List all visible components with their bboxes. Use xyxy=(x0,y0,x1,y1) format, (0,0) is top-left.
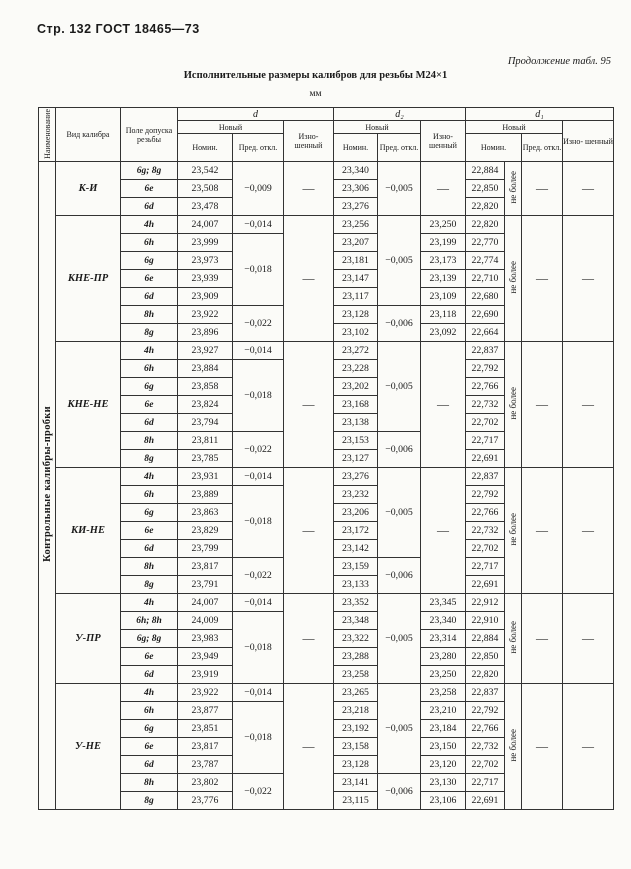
d-nominal: 23,478 xyxy=(178,198,233,216)
d1-not-more xyxy=(505,594,522,684)
d-nominal: 23,811 xyxy=(178,432,233,450)
d2-nominal: 23,115 xyxy=(334,792,378,810)
d2-nominal: 23,117 xyxy=(334,288,378,306)
d-nominal: 23,829 xyxy=(178,522,233,540)
d1-nominal: 22,820 xyxy=(466,198,505,216)
col-header-d1: d₁ xyxy=(466,108,614,121)
d2-nominal: 23,202 xyxy=(334,378,378,396)
d1-nominal: 22,732 xyxy=(466,396,505,414)
table-row xyxy=(39,342,614,360)
d2-tolerance: −0,005 xyxy=(378,468,421,558)
d2-worn: 23,250 xyxy=(421,216,466,234)
d2-nominal: 23,232 xyxy=(334,486,378,504)
d1-nominal: 22,717 xyxy=(466,432,505,450)
d-worn: — xyxy=(284,594,334,684)
d2-worn: 23,150 xyxy=(421,738,466,756)
tolerance-field: 6h xyxy=(121,360,178,378)
col-header-d2: d₂ xyxy=(334,108,466,121)
table-title: Исполнительные размеры калибров для резьбы М24×1 xyxy=(183,70,448,81)
d1-nominal: 22,732 xyxy=(466,738,505,756)
d-tolerance: −0,018 xyxy=(233,702,284,774)
d-nominal: 23,787 xyxy=(178,756,233,774)
group-label-text: Контрольные калибры-пробки xyxy=(41,406,53,562)
d-nom-header: Номин. xyxy=(178,134,233,162)
d-nominal: 23,785 xyxy=(178,450,233,468)
d-worn-header: Изно- шенный xyxy=(284,121,334,162)
not-more-text: не более xyxy=(508,512,518,546)
d1-nominal: 22,691 xyxy=(466,576,505,594)
d2-tolerance: −0,006 xyxy=(378,432,421,468)
d-tolerance: −0,014 xyxy=(233,594,284,612)
gauge-kind: У-НЕ xyxy=(56,684,121,810)
d1-nominal: 22,732 xyxy=(466,522,505,540)
d2-worn: 23,210 xyxy=(421,702,466,720)
d-tolerance: −0,018 xyxy=(233,486,284,558)
d-nominal: 23,919 xyxy=(178,666,233,684)
d1-nom-header: Номин. xyxy=(466,134,522,162)
d2-nominal: 23,159 xyxy=(334,558,378,576)
d1-new-header: Новый xyxy=(466,121,563,134)
d-tolerance: −0,022 xyxy=(233,774,284,810)
d1-tolerance: — xyxy=(522,342,563,468)
d2-nominal: 23,272 xyxy=(334,342,378,360)
d-tolerance: −0,014 xyxy=(233,216,284,234)
d2-worn: 23,120 xyxy=(421,756,466,774)
d-nominal: 23,896 xyxy=(178,324,233,342)
d-tolerance: −0,009 xyxy=(233,162,284,216)
d-nominal: 24,009 xyxy=(178,612,233,630)
d2-tolerance: −0,006 xyxy=(378,306,421,342)
d1-nominal: 22,792 xyxy=(466,486,505,504)
d-tolerance: −0,022 xyxy=(233,558,284,594)
not-more-text: не более xyxy=(508,728,518,762)
d-nominal: 23,939 xyxy=(178,270,233,288)
d-nominal: 23,931 xyxy=(178,468,233,486)
tolerance-field: 6d xyxy=(121,756,178,774)
d1-nominal: 22,770 xyxy=(466,234,505,252)
d-nominal: 23,799 xyxy=(178,540,233,558)
d1-not-more xyxy=(505,684,522,810)
d2-tolerance: −0,006 xyxy=(378,558,421,594)
tolerance-field: 6e xyxy=(121,648,178,666)
d1-nominal: 22,717 xyxy=(466,558,505,576)
tolerance-field: 4h xyxy=(121,342,178,360)
tolerance-field: 6d xyxy=(121,288,178,306)
d-worn: — xyxy=(284,468,334,594)
d-nominal: 23,802 xyxy=(178,774,233,792)
d-nominal: 23,794 xyxy=(178,414,233,432)
d2-worn: 23,109 xyxy=(421,288,466,306)
table-row xyxy=(39,162,614,180)
not-more-text: не более xyxy=(508,260,518,294)
d2-nominal: 23,153 xyxy=(334,432,378,450)
d1-tolerance: — xyxy=(522,594,563,684)
d2-nominal: 23,276 xyxy=(334,198,378,216)
d-tolerance: −0,014 xyxy=(233,468,284,486)
d-nominal: 23,508 xyxy=(178,180,233,198)
tolerance-field: 8h xyxy=(121,774,178,792)
d2-worn: 23,130 xyxy=(421,774,466,792)
d-nominal: 23,791 xyxy=(178,576,233,594)
d-nominal: 23,999 xyxy=(178,234,233,252)
d1-not-more xyxy=(505,216,522,342)
tolerance-field: 6g; 8g xyxy=(121,630,178,648)
d2-nominal: 23,228 xyxy=(334,360,378,378)
d1-worn: — xyxy=(563,342,614,468)
d2-nominal: 23,348 xyxy=(334,612,378,630)
col-header-name: Наименование xyxy=(39,108,56,162)
tolerance-field: 4h xyxy=(121,594,178,612)
d2-nominal: 23,265 xyxy=(334,684,378,702)
d2-tolerance: −0,005 xyxy=(378,342,421,432)
d1-nominal: 22,691 xyxy=(466,450,505,468)
tolerance-field: 6d xyxy=(121,540,178,558)
gauge-kind: КНЕ-ПР xyxy=(56,216,121,342)
d1-nominal: 22,792 xyxy=(466,702,505,720)
d2-worn: 23,139 xyxy=(421,270,466,288)
continuation-note: Продолжение табл. 95 xyxy=(507,56,611,67)
d2-worn-header: Изно- шенный xyxy=(421,121,466,162)
not-more-text: не более xyxy=(508,386,518,420)
d-nominal: 23,889 xyxy=(178,486,233,504)
d-tolerance: −0,014 xyxy=(233,684,284,702)
d2-nominal: 23,158 xyxy=(334,738,378,756)
d1-nominal: 22,910 xyxy=(466,612,505,630)
d-tolerance: −0,018 xyxy=(233,234,284,306)
d2-worn: 23,314 xyxy=(421,630,466,648)
d2-nominal: 23,218 xyxy=(334,702,378,720)
d2-nominal: 23,258 xyxy=(334,666,378,684)
d-nominal: 23,776 xyxy=(178,792,233,810)
d2-nominal: 23,128 xyxy=(334,756,378,774)
d1-nominal: 22,774 xyxy=(466,252,505,270)
d1-tolerance: — xyxy=(522,684,563,810)
d-nominal: 23,817 xyxy=(178,738,233,756)
d2-worn: 23,345 xyxy=(421,594,466,612)
group-label xyxy=(39,162,56,810)
d2-nominal: 23,147 xyxy=(334,270,378,288)
d-tolerance: −0,018 xyxy=(233,612,284,684)
d-worn: — xyxy=(284,216,334,342)
col-header-d: d xyxy=(178,108,334,121)
d1-nominal: 22,710 xyxy=(466,270,505,288)
d2-nominal: 23,352 xyxy=(334,594,378,612)
gauge-kind: КНЕ-НЕ xyxy=(56,342,121,468)
d-nominal: 23,824 xyxy=(178,396,233,414)
tolerance-field: 6e xyxy=(121,270,178,288)
tolerance-field: 8h xyxy=(121,558,178,576)
d1-not-more xyxy=(505,342,522,468)
d2-nominal: 23,141 xyxy=(334,774,378,792)
d-nominal: 23,877 xyxy=(178,702,233,720)
d-nominal: 23,858 xyxy=(178,378,233,396)
tolerance-field: 6h xyxy=(121,486,178,504)
d-new-header: Новый xyxy=(178,121,284,134)
tolerance-field: 8g xyxy=(121,450,178,468)
d-nominal: 23,851 xyxy=(178,720,233,738)
table-row xyxy=(39,216,614,234)
gauge-kind: КИ-НЕ xyxy=(56,468,121,594)
d-nominal: 23,949 xyxy=(178,648,233,666)
d2-nom-header: Номин. xyxy=(334,134,378,162)
d1-nominal: 22,837 xyxy=(466,468,505,486)
gauge-kind: У-ПР xyxy=(56,594,121,684)
tolerance-field: 6g xyxy=(121,504,178,522)
d1-tolerance: — xyxy=(522,468,563,594)
d2-tol-header: Пред. откл. xyxy=(378,134,421,162)
d1-tolerance: — xyxy=(522,162,563,216)
tolerance-field: 6e xyxy=(121,738,178,756)
d1-nominal: 22,680 xyxy=(466,288,505,306)
d1-worn: — xyxy=(563,162,614,216)
tolerance-field: 4h xyxy=(121,216,178,234)
col-header-kind: Вид калибра xyxy=(56,108,121,162)
tolerance-field: 6e xyxy=(121,522,178,540)
table-row xyxy=(39,468,614,486)
tolerance-field: 8h xyxy=(121,306,178,324)
tolerance-field: 6d xyxy=(121,198,178,216)
d2-new-header: Новый xyxy=(334,121,421,134)
d1-nominal: 22,702 xyxy=(466,414,505,432)
tolerance-field: 4h xyxy=(121,468,178,486)
d2-worn: 23,199 xyxy=(421,234,466,252)
d2-nominal: 23,168 xyxy=(334,396,378,414)
d-tolerance: −0,018 xyxy=(233,360,284,432)
d2-nominal: 23,322 xyxy=(334,630,378,648)
d2-nominal: 23,181 xyxy=(334,252,378,270)
d1-nominal: 22,766 xyxy=(466,378,505,396)
d1-worn: — xyxy=(563,468,614,594)
d-tol-header: Пред. откл. xyxy=(233,134,284,162)
d2-worn: 23,340 xyxy=(421,612,466,630)
d2-nominal: 23,340 xyxy=(334,162,378,180)
d1-nominal: 22,690 xyxy=(466,306,505,324)
d2-worn: 23,258 xyxy=(421,684,466,702)
d-nominal: 24,007 xyxy=(178,216,233,234)
d1-worn-header: Изно- шенный xyxy=(563,121,614,162)
d2-tolerance: −0,005 xyxy=(378,594,421,684)
d2-worn: — xyxy=(421,468,466,594)
d2-worn: — xyxy=(421,342,466,468)
unit-label: мм xyxy=(309,89,322,99)
tolerance-field: 6g xyxy=(121,252,178,270)
not-more-text: не более xyxy=(508,170,518,204)
d-worn: — xyxy=(284,342,334,468)
tolerance-field: 8g xyxy=(121,792,178,810)
tolerance-field: 8h xyxy=(121,432,178,450)
d-nominal: 24,007 xyxy=(178,594,233,612)
d1-not-more xyxy=(505,162,522,216)
d-nominal: 23,922 xyxy=(178,684,233,702)
d1-nominal: 22,850 xyxy=(466,648,505,666)
d-worn: — xyxy=(284,162,334,216)
tolerance-field: 6e xyxy=(121,180,178,198)
d1-worn: — xyxy=(563,594,614,684)
tolerance-field: 6g xyxy=(121,378,178,396)
d2-nominal: 23,206 xyxy=(334,504,378,522)
d2-nominal: 23,192 xyxy=(334,720,378,738)
d1-nominal: 22,884 xyxy=(466,630,505,648)
gauge-kind: К-И xyxy=(56,162,121,216)
d-nominal: 23,884 xyxy=(178,360,233,378)
d1-worn: — xyxy=(563,684,614,810)
d-nominal: 23,983 xyxy=(178,630,233,648)
col-header-field: Поле допуска резьбы xyxy=(121,108,178,162)
d1-nominal: 22,850 xyxy=(466,180,505,198)
d1-nominal: 22,820 xyxy=(466,216,505,234)
not-more-text: не более xyxy=(508,620,518,654)
d-nominal: 23,863 xyxy=(178,504,233,522)
d2-worn: — xyxy=(421,162,466,216)
d2-nominal: 23,138 xyxy=(334,414,378,432)
d-nominal: 23,927 xyxy=(178,342,233,360)
d-worn: — xyxy=(284,684,334,810)
d1-worn: — xyxy=(563,216,614,342)
tolerance-field: 6h xyxy=(121,702,178,720)
d2-nominal: 23,256 xyxy=(334,216,378,234)
d2-worn: 23,118 xyxy=(421,306,466,324)
d2-nominal: 23,128 xyxy=(334,306,378,324)
tolerance-field: 6h; 8h xyxy=(121,612,178,630)
tolerance-field: 8g xyxy=(121,324,178,342)
d2-worn: 23,106 xyxy=(421,792,466,810)
d1-nominal: 22,766 xyxy=(466,720,505,738)
tolerance-field: 6d xyxy=(121,666,178,684)
d2-tolerance: −0,005 xyxy=(378,162,421,216)
d-nominal: 23,909 xyxy=(178,288,233,306)
tolerance-field: 6g; 8g xyxy=(121,162,178,180)
d2-nominal: 23,133 xyxy=(334,576,378,594)
page-header: Стр. 132 ГОСТ 18465—73 xyxy=(37,22,200,36)
d2-worn: 23,092 xyxy=(421,324,466,342)
d2-tolerance: −0,005 xyxy=(378,216,421,306)
d1-nominal: 22,837 xyxy=(466,684,505,702)
d1-nominal: 22,717 xyxy=(466,774,505,792)
d1-nominal: 22,820 xyxy=(466,666,505,684)
d2-nominal: 23,306 xyxy=(334,180,378,198)
tolerance-field: 6h xyxy=(121,234,178,252)
d2-nominal: 23,288 xyxy=(334,648,378,666)
table-row xyxy=(39,684,614,702)
d-tolerance: −0,022 xyxy=(233,306,284,342)
d1-nominal: 22,766 xyxy=(466,504,505,522)
tolerance-field: 6e xyxy=(121,396,178,414)
d1-nominal: 22,912 xyxy=(466,594,505,612)
d2-nominal: 23,207 xyxy=(334,234,378,252)
d-tolerance: −0,022 xyxy=(233,432,284,468)
d1-nominal: 22,702 xyxy=(466,756,505,774)
d2-nominal: 23,102 xyxy=(334,324,378,342)
d2-tolerance: −0,006 xyxy=(378,774,421,810)
d-nominal: 23,817 xyxy=(178,558,233,576)
d1-nominal: 22,691 xyxy=(466,792,505,810)
d-nominal: 23,922 xyxy=(178,306,233,324)
tolerance-field: 8g xyxy=(121,576,178,594)
d2-worn: 23,173 xyxy=(421,252,466,270)
d2-worn: 23,250 xyxy=(421,666,466,684)
d2-nominal: 23,276 xyxy=(334,468,378,486)
d2-nominal: 23,142 xyxy=(334,540,378,558)
d2-worn: 23,184 xyxy=(421,720,466,738)
d-tolerance: −0,014 xyxy=(233,342,284,360)
d-nominal: 23,973 xyxy=(178,252,233,270)
d2-nominal: 23,172 xyxy=(334,522,378,540)
d1-nominal: 22,884 xyxy=(466,162,505,180)
tolerance-field: 6g xyxy=(121,720,178,738)
gauge-dimensions-table xyxy=(38,107,614,810)
tolerance-field: 6d xyxy=(121,414,178,432)
d2-nominal: 23,127 xyxy=(334,450,378,468)
d1-tolerance: — xyxy=(522,216,563,342)
d-nominal: 23,542 xyxy=(178,162,233,180)
d1-nominal: 22,664 xyxy=(466,324,505,342)
table-body xyxy=(39,162,614,810)
d1-nominal: 22,792 xyxy=(466,360,505,378)
table-row xyxy=(39,594,614,612)
d1-tol-header: Пред. откл. xyxy=(522,134,563,162)
tolerance-field: 4h xyxy=(121,684,178,702)
d1-nominal: 22,837 xyxy=(466,342,505,360)
d1-not-more xyxy=(505,468,522,594)
d2-tolerance: −0,005 xyxy=(378,684,421,774)
d2-worn: 23,280 xyxy=(421,648,466,666)
d1-nominal: 22,702 xyxy=(466,540,505,558)
